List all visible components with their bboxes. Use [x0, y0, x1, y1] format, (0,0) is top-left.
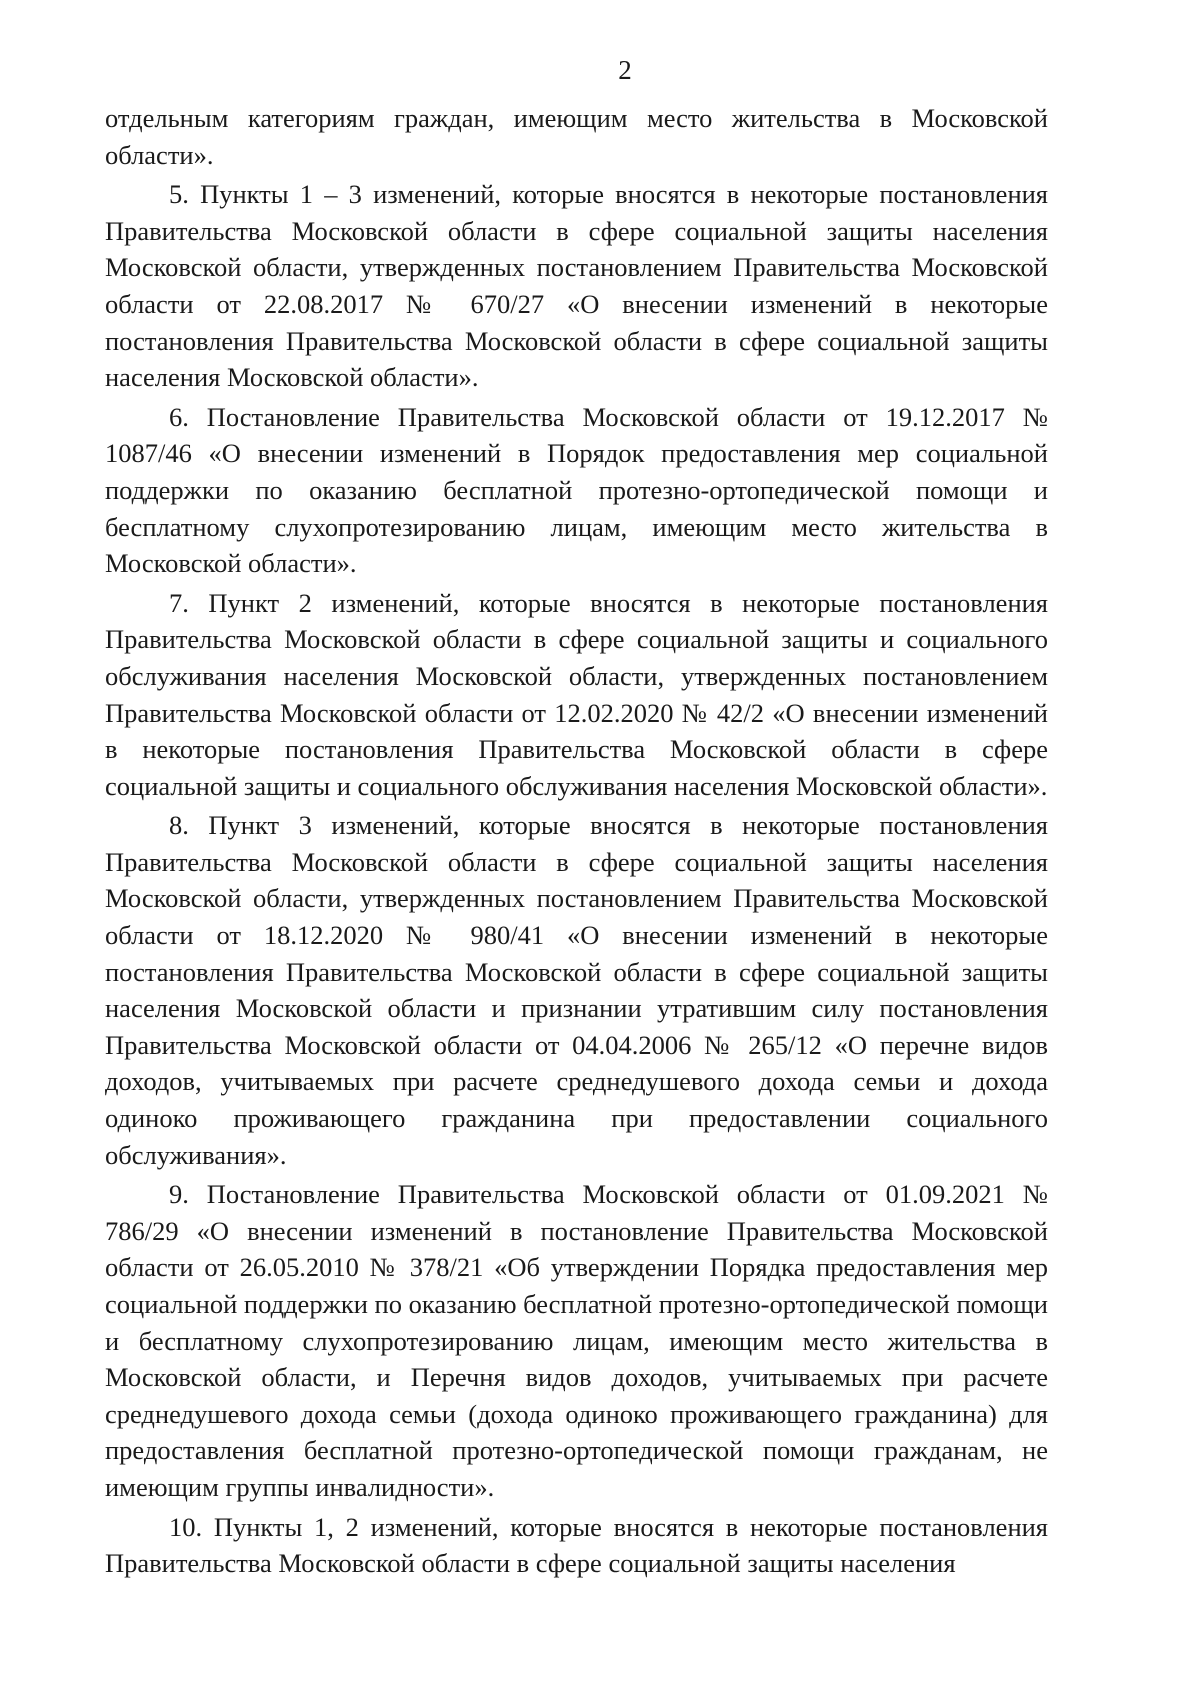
- paragraph-item-6: 6. Постановление Правительства Московской области от 19.12.2017 № 1087/46 «О внесении изменений в Порядок предоставления мер социальной поддержки по оказанию бесплатной протезно-ортопедической помощи и бесплатному слухопротезированию лицам, имеющим место жительства в Московской области».: [105, 401, 1048, 579]
- paragraph-item-5: 5. Пункты 1 – 3 изменений, которые вносятся в некоторые постановления Правительства Московской области в сфере социальной защиты населения Московской области, утвержденных постановлением Правительства Московской области от 22.08.2017 № 670/27 «О внесении изменений в некоторые постановления Правительства Московской области в сфере социальной защиты населения Московской области».: [105, 179, 1048, 393]
- paragraph-item-10: 10. Пункты 1, 2 изменений, которые вносятся в некоторые постановления Правительства Московской области в сфере социальной защиты населения: [105, 1511, 1048, 1579]
- page-number: 2: [618, 55, 632, 85]
- paragraph-item-7: 7. Пункт 2 изменений, которые вносятся в некоторые постановления Правительства Московской области в сфере социальной защиты и социального обслуживания населения Московской области, утвержденных постановлением Правительства Московской области от 12.02.2020 № 42/2 «О внесении изменений в некоторые постановления Правительства Московской области в сфере социальной защиты и социального обслуживания населения Московской области».: [105, 587, 1048, 801]
- paragraph-item-9: 9. Постановление Правительства Московской области от 01.09.2021 № 786/29 «О внесении изменений в постановление Правительства Московской области от 26.05.2010 № 378/21 «Об утверждении Порядка предоставления мер социальной поддержки по оказанию бесплатной протезно-ортопедической помощи и бесплатному слухопротезированию лицам, имеющим место жительства в Московской области, и Перечня видов доходов, учитываемых при расчете среднедушевого дохода семьи (дохода одиноко проживающего гражданина) для предоставления бесплатной протезно-ортопедической помощи гражданам, не имеющим группы инвалидности».: [105, 1179, 1048, 1502]
- paragraph-item-8: 8. Пункт 3 изменений, которые вносятся в некоторые постановления Правительства Московской области в сфере социальной защиты населения Московской области, утвержденных постановлением Правительства Московской области от 18.12.2020 № 980/41 «О внесении изменений в некоторые постановления Правительства Московской области в сфере социальной защиты населения Московской области и признании утратившим силу постановления Правительства Московской области от 04.04.2006 № 265/12 «О перечне видов доходов, учитываемых при расчете среднедушевого дохода семьи и дохода одиноко проживающего гражданина при предоставлении социального обслуживания».: [105, 810, 1048, 1170]
- paragraph-continuation: отдельным категориям граждан, имеющим место жительства в Московской области».: [105, 103, 1048, 170]
- document-body: [105, 100, 1048, 1585]
